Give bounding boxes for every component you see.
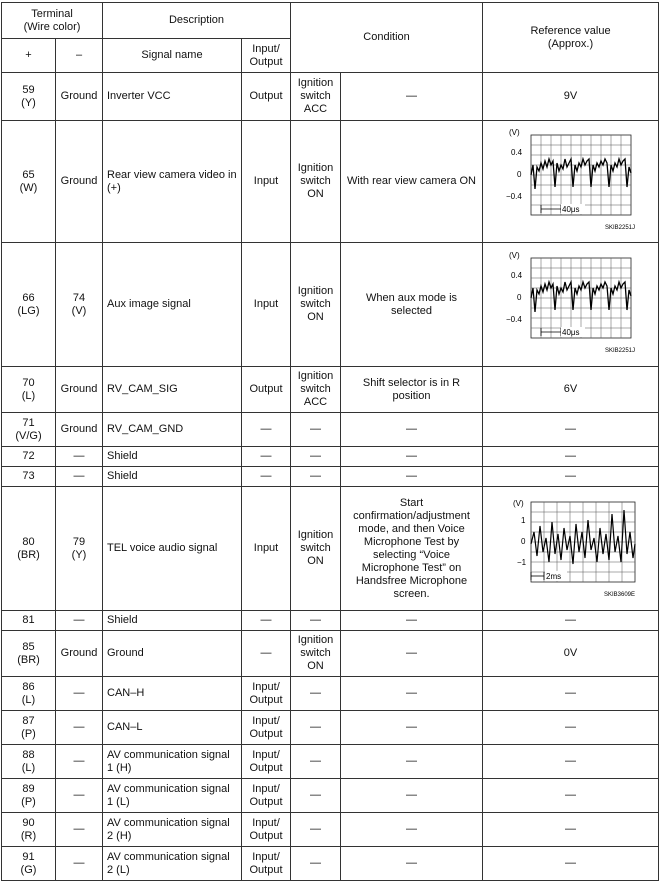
waveform-y-bottom-label: −0.4	[505, 314, 522, 324]
reference-value-cell: —	[483, 711, 659, 745]
condition-detail-cell: —	[341, 611, 483, 631]
signal-name-cell: RV_CAM_GND	[103, 413, 242, 447]
condition-switch-cell: Ignition switch ON	[291, 631, 341, 677]
reference-value-cell	[483, 243, 659, 367]
waveform-y-bottom-label: −1	[516, 557, 526, 567]
condition-switch-cell: —	[291, 779, 341, 813]
reference-value-cell: —	[483, 677, 659, 711]
terminal-plus-cell: 81	[2, 611, 56, 631]
input-output-cell: Input	[242, 243, 291, 367]
condition-detail-cell: —	[341, 73, 483, 121]
waveform-unit-label: (V)	[512, 498, 524, 508]
waveform-y-zero-label: 0	[520, 536, 525, 546]
terminal-plus-cell: 90 (R)	[2, 813, 56, 847]
input-output-cell: Input/ Output	[242, 745, 291, 779]
table-row	[2, 677, 659, 711]
reference-value-cell	[483, 121, 659, 243]
waveform-unit-label: (V)	[508, 127, 520, 137]
condition-switch-cell: Ignition switch ACC	[291, 73, 341, 121]
input-output-cell: —	[242, 447, 291, 467]
condition-detail-cell: Start confirmation/adjustment mode, and then Voice Microphone Test by selecting “Voice Microphone Test” on Handsfree Microphone screen.	[341, 487, 483, 611]
condition-switch-cell: —	[291, 677, 341, 711]
signal-name-cell: AV communication signal 1 (H)	[103, 745, 242, 779]
waveform-time-label: 2ms	[545, 571, 561, 581]
terminal-minus-cell: —	[56, 779, 103, 813]
waveform-y-zero-label: 0	[516, 292, 521, 302]
condition-detail-cell: With rear view camera ON	[341, 121, 483, 243]
signal-name-cell: RV_CAM_SIG	[103, 367, 242, 413]
terminal-minus-cell: Ground	[56, 413, 103, 447]
terminal-plus-cell: 88 (L)	[2, 745, 56, 779]
table-row	[2, 611, 659, 631]
signal-name-cell: TEL voice audio signal	[103, 487, 242, 611]
signal-name-cell: Shield	[103, 467, 242, 487]
terminal-minus-cell: —	[56, 677, 103, 711]
condition-switch-cell: Ignition switch ON	[291, 487, 341, 611]
waveform-time-marker	[531, 572, 544, 580]
reference-value-cell: —	[483, 413, 659, 447]
table-row	[2, 243, 659, 367]
waveform-figure-code: SKIB3609E	[603, 591, 635, 598]
header-plus: +	[2, 39, 56, 73]
terminal-minus-cell: Ground	[56, 121, 103, 243]
condition-detail-cell: Shift selector is in R position	[341, 367, 483, 413]
waveform-y-zero-label: 0	[516, 169, 521, 179]
waveform-y-bottom-label: −0.4	[505, 191, 522, 201]
header-terminal: Terminal (Wire color)	[2, 3, 103, 39]
reference-value-cell: —	[483, 467, 659, 487]
signal-name-cell: Inverter VCC	[103, 73, 242, 121]
header-reference-value: Reference value (Approx.)	[483, 3, 659, 73]
terminal-minus-cell: —	[56, 467, 103, 487]
terminal-plus-cell: 80 (BR)	[2, 487, 56, 611]
waveform-time-label: 40μs	[561, 204, 580, 214]
condition-switch-cell: —	[291, 467, 341, 487]
condition-detail-cell: —	[341, 447, 483, 467]
condition-detail-cell: —	[341, 467, 483, 487]
waveform-time-label: 40μs	[561, 327, 580, 337]
table-row	[2, 631, 659, 677]
input-output-cell: Output	[242, 367, 291, 413]
signal-name-cell: Shield	[103, 611, 242, 631]
table-row	[2, 711, 659, 745]
waveform-unit-label: (V)	[508, 250, 520, 260]
input-output-cell: Input/ Output	[242, 677, 291, 711]
terminal-minus-cell: —	[56, 813, 103, 847]
header-signal-name: Signal name	[103, 39, 242, 73]
condition-detail-cell: —	[341, 813, 483, 847]
input-output-cell: —	[242, 467, 291, 487]
terminal-minus-cell: 74 (V)	[56, 243, 103, 367]
terminal-plus-cell: 70 (L)	[2, 367, 56, 413]
reference-value-cell: 6V	[483, 367, 659, 413]
condition-switch-cell: Ignition switch ACC	[291, 367, 341, 413]
signal-name-cell: CAN–H	[103, 677, 242, 711]
signal-name-cell: AV communication signal 1 (L)	[103, 779, 242, 813]
table-row	[2, 447, 659, 467]
terminal-plus-cell: 85 (BR)	[2, 631, 56, 677]
reference-value-cell: —	[483, 847, 659, 881]
table-row	[2, 487, 659, 611]
table-row	[2, 73, 659, 121]
condition-switch-cell: —	[291, 745, 341, 779]
terminal-minus-cell: —	[56, 611, 103, 631]
condition-detail-cell: —	[341, 847, 483, 881]
waveform-grid-lines	[531, 135, 631, 215]
condition-detail-cell: —	[341, 631, 483, 677]
condition-detail-cell: —	[341, 677, 483, 711]
table-body	[2, 73, 659, 881]
video-waveform-chart	[505, 248, 637, 362]
terminal-plus-cell: 72	[2, 447, 56, 467]
waveform-y-top-label: 0.4	[510, 270, 522, 280]
terminal-minus-cell: Ground	[56, 367, 103, 413]
terminal-plus-cell: 86 (L)	[2, 677, 56, 711]
condition-switch-cell: —	[291, 813, 341, 847]
condition-switch-cell: —	[291, 847, 341, 881]
header-row-1	[2, 3, 659, 39]
condition-detail-cell: —	[341, 711, 483, 745]
video-waveform-chart	[505, 125, 637, 239]
condition-switch-cell: Ignition switch ON	[291, 243, 341, 367]
reference-value-cell: 0V	[483, 631, 659, 677]
terminal-plus-cell: 87 (P)	[2, 711, 56, 745]
table-row	[2, 847, 659, 881]
condition-detail-cell: —	[341, 745, 483, 779]
terminal-plus-cell: 71 (V/G)	[2, 413, 56, 447]
condition-switch-cell: —	[291, 413, 341, 447]
reference-value-cell: 9V	[483, 73, 659, 121]
input-output-cell: Input/ Output	[242, 847, 291, 881]
waveform-figure-code: SKIB2251J	[604, 224, 635, 231]
input-output-cell: Input	[242, 121, 291, 243]
waveform-grid-lines	[531, 258, 631, 338]
header-description: Description	[103, 3, 291, 39]
signal-name-cell: Aux image signal	[103, 243, 242, 367]
input-output-cell: —	[242, 631, 291, 677]
signal-name-cell: AV communication signal 2 (H)	[103, 813, 242, 847]
terminal-minus-cell: Ground	[56, 631, 103, 677]
waveform-y-top-label: 0.4	[510, 147, 522, 157]
header-condition: Condition	[291, 3, 483, 73]
audio-waveform-chart	[505, 492, 637, 606]
terminal-plus-cell: 65 (W)	[2, 121, 56, 243]
table-row	[2, 745, 659, 779]
input-output-cell: Output	[242, 73, 291, 121]
terminal-plus-cell: 59 (Y)	[2, 73, 56, 121]
table-row	[2, 467, 659, 487]
reference-value-cell: —	[483, 813, 659, 847]
condition-detail-cell: When aux mode is selected	[341, 243, 483, 367]
terminal-plus-cell: 73	[2, 467, 56, 487]
terminal-spec-table	[1, 2, 659, 881]
signal-name-cell: CAN–L	[103, 711, 242, 745]
terminal-plus-cell: 66 (LG)	[2, 243, 56, 367]
signal-name-cell: AV communication signal 2 (L)	[103, 847, 242, 881]
header-minus: –	[56, 39, 103, 73]
condition-switch-cell: —	[291, 611, 341, 631]
input-output-cell: Input/ Output	[242, 813, 291, 847]
waveform-figure-code: SKIB2251J	[604, 347, 635, 354]
condition-switch-cell: —	[291, 447, 341, 467]
condition-switch-cell: Ignition switch ON	[291, 121, 341, 243]
input-output-cell: Input	[242, 487, 291, 611]
condition-detail-cell: —	[341, 779, 483, 813]
table-row	[2, 813, 659, 847]
table-row	[2, 121, 659, 243]
input-output-cell: Input/ Output	[242, 779, 291, 813]
terminal-minus-cell: 79 (Y)	[56, 487, 103, 611]
table-row	[2, 779, 659, 813]
table-row	[2, 413, 659, 447]
terminal-minus-cell: —	[56, 711, 103, 745]
condition-detail-cell: —	[341, 413, 483, 447]
input-output-cell: Input/ Output	[242, 711, 291, 745]
signal-name-cell: Ground	[103, 631, 242, 677]
terminal-plus-cell: 89 (P)	[2, 779, 56, 813]
terminal-minus-cell: Ground	[56, 73, 103, 121]
reference-value-cell	[483, 487, 659, 611]
terminal-minus-cell: —	[56, 447, 103, 467]
terminal-plus-cell: 91 (G)	[2, 847, 56, 881]
condition-switch-cell: —	[291, 711, 341, 745]
signal-name-cell: Shield	[103, 447, 242, 467]
reference-value-cell: —	[483, 779, 659, 813]
terminal-minus-cell: —	[56, 847, 103, 881]
input-output-cell: —	[242, 413, 291, 447]
terminal-minus-cell: —	[56, 745, 103, 779]
input-output-cell: —	[242, 611, 291, 631]
header-input-output: Input/ Output	[242, 39, 291, 73]
reference-value-cell: —	[483, 611, 659, 631]
reference-value-cell: —	[483, 745, 659, 779]
table-row	[2, 367, 659, 413]
waveform-y-top-label: 1	[520, 515, 525, 525]
signal-name-cell: Rear view camera video in (+)	[103, 121, 242, 243]
reference-value-cell: —	[483, 447, 659, 467]
